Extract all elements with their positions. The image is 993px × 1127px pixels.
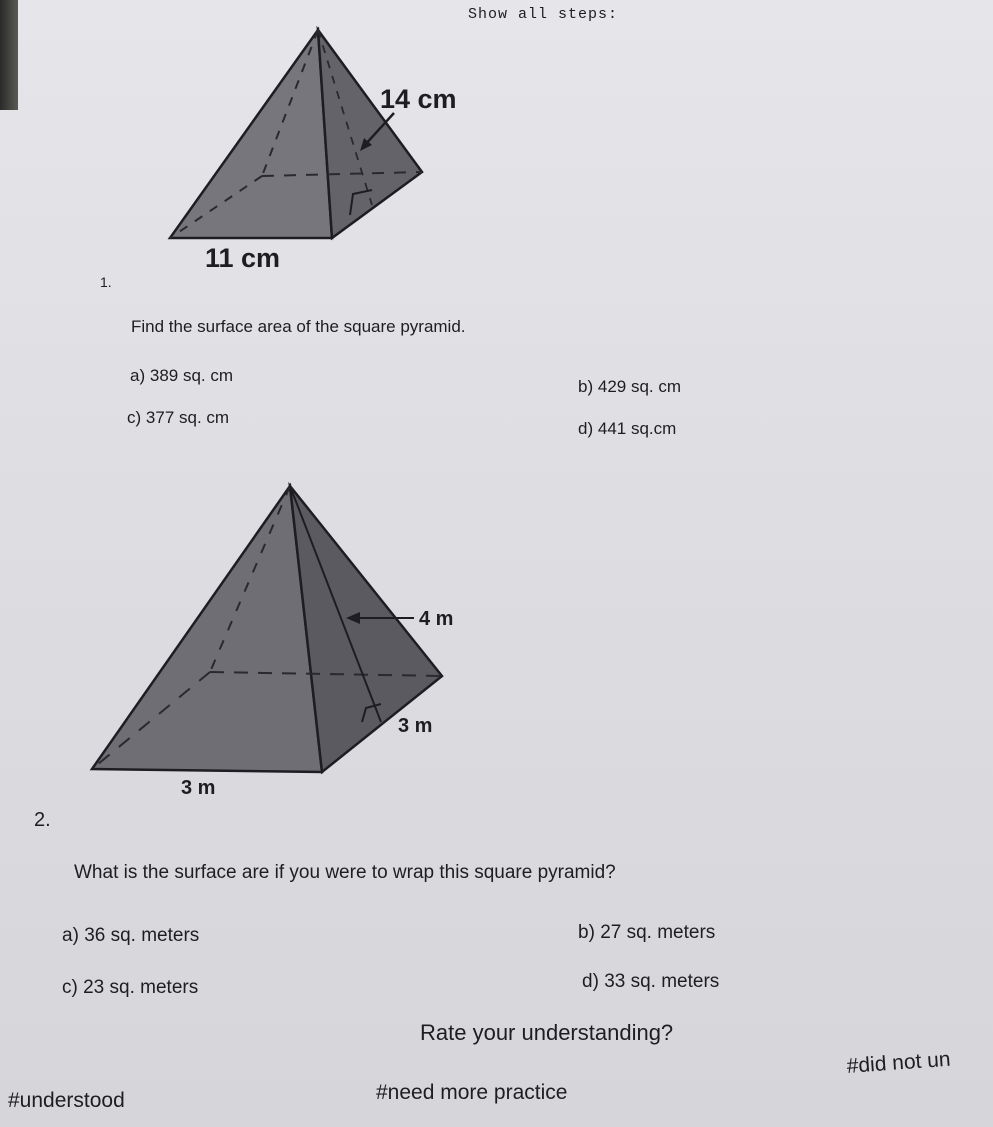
option-text: 441 sq.cm: [597, 419, 677, 438]
option-letter: a): [62, 925, 79, 946]
question-number-1: 1.: [100, 274, 112, 290]
option-text: 377 sq. cm: [145, 408, 230, 427]
option-text: 23 sq. meters: [83, 977, 199, 998]
tag-understood[interactable]: #understood: [8, 1089, 125, 1112]
q2-option-a[interactable]: [62, 925, 199, 947]
instruction-text: Show all steps:: [468, 6, 619, 23]
side-edge-label-2: 3 m: [398, 715, 433, 737]
option-letter: a): [130, 366, 146, 385]
q2-option-b[interactable]: [578, 922, 715, 944]
slant-height-label-2: 4 m: [419, 608, 454, 630]
base-edge-label-2: 3 m: [181, 777, 216, 799]
option-text: 429 sq. cm: [597, 377, 682, 396]
option-text: 27 sq. meters: [600, 922, 716, 943]
option-text: 36 sq. meters: [84, 925, 200, 946]
option-text: 389 sq. cm: [149, 366, 234, 385]
rating-prompt: Rate your understanding?: [420, 1020, 674, 1045]
option-letter: d): [578, 419, 594, 438]
option-text: 33 sq. meters: [604, 971, 720, 992]
question-prompt-2: What is the surface are if you were to wrap this square pyramid?: [74, 862, 616, 883]
q2-option-c[interactable]: [62, 977, 198, 999]
option-letter: d): [582, 971, 599, 992]
slant-height-label-1: 14 cm: [380, 84, 457, 114]
option-letter: c): [127, 408, 142, 427]
q2-option-d[interactable]: [582, 971, 719, 993]
option-letter: b): [578, 922, 595, 943]
tag-did-not-understand[interactable]: #did not un: [846, 1047, 952, 1078]
tag-need-more-practice[interactable]: #need more practice: [376, 1081, 568, 1104]
option-letter: b): [578, 377, 594, 396]
question-number-2: 2.: [34, 809, 51, 831]
base-edge-label-1: 11 cm: [205, 243, 281, 273]
option-letter: c): [62, 977, 78, 998]
question-prompt-1: Find the surface area of the square pyramid.: [131, 317, 466, 336]
